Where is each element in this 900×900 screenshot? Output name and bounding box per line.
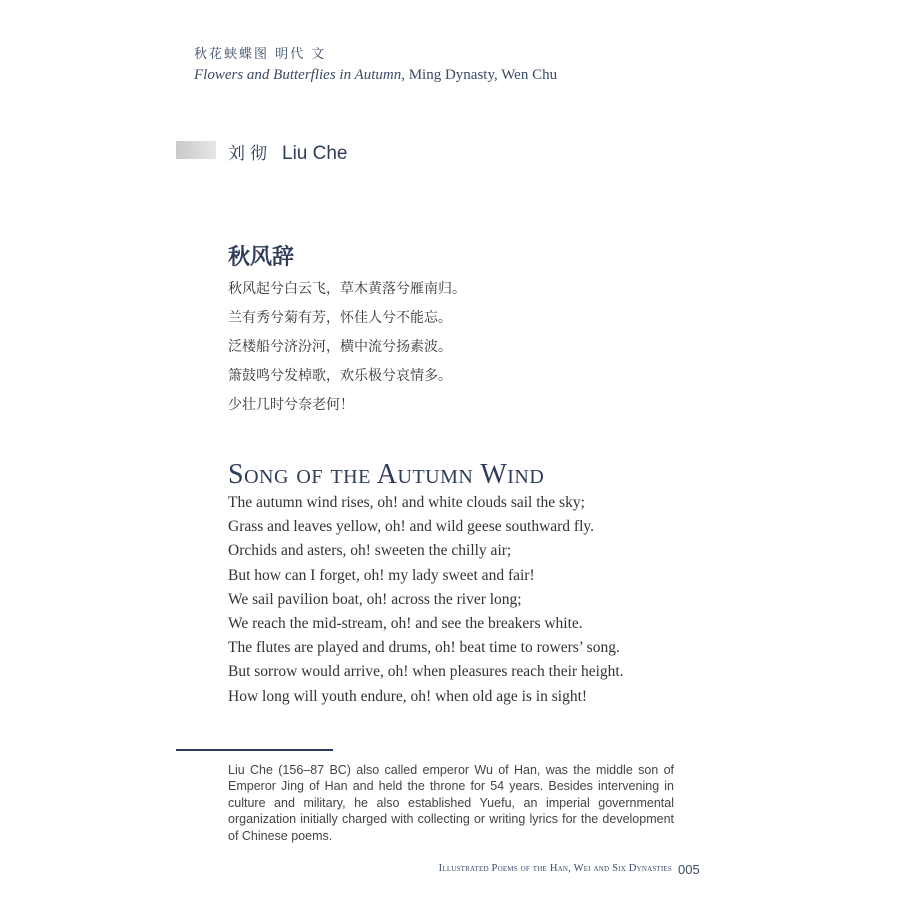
running-footer-title: Illustrated Poems of the Han, Wei and Six Dynasties (438, 863, 672, 874)
poem-body-english (228, 491, 624, 709)
author-heading (228, 139, 348, 165)
poem-body-chinese (228, 275, 466, 420)
poem-line-english: How long will youth endure, oh! when old age is in sight! (228, 687, 588, 705)
poem-line-english: Grass and leaves yellow, oh! and wild geese southward fly. (228, 518, 595, 536)
author-name-chinese: 刘彻 (228, 144, 272, 164)
poem-line-english: The flutes are played and drums, oh! beat time to rowers’ song. (228, 639, 620, 657)
poem-line-chinese: 秋风起兮白云飞，草木黄落兮雁南归。 (228, 281, 466, 297)
page-number: 005 (678, 862, 700, 877)
author-footnote: Liu Che (156–87 BC) also called emperor Wu of Han, was the middle son of Emperor Jing of Han and held the throne for 54 years. Besides intervening in culture and military, he also established Yuefu, an imperial governmental organization initially charged with collecting or writing lyrics for the development of Chinese poems. (228, 763, 674, 843)
poem-line-english: Orchids and asters, oh! sweeten the chilly air; (228, 542, 512, 560)
caption-english (194, 65, 557, 85)
author-marker-bar (176, 141, 216, 159)
footnote-divider (176, 749, 333, 751)
poem-title-english: Song of the Autumn Wind (228, 459, 545, 490)
poem-line-chinese: 泛楼船兮济汾河，横中流兮扬素波。 (228, 339, 452, 355)
poem-line-english: But how can I forget, oh! my lady sweet and fair! (228, 566, 535, 584)
caption-artwork-details: , Ming Dynasty, Wen Chu (401, 67, 558, 83)
poem-line-chinese: 少壮几时兮奈老何！ (228, 397, 354, 413)
caption-artwork-title: Flowers and Butterflies in Autumn (194, 67, 402, 83)
poem-title-chinese: 秋风辞 (228, 245, 295, 270)
poem-line-english: But sorrow would arrive, oh! when pleasures reach their height. (228, 663, 624, 681)
caption-chinese: 秋花蛱蝶图 明代 文 (194, 47, 327, 62)
author-name-english: Liu Che (282, 143, 348, 164)
poem-line-chinese: 兰有秀兮菊有芳，怀佳人兮不能忘。 (228, 310, 452, 326)
poem-line-english: The autumn wind rises, oh! and white clouds sail the sky; (228, 494, 585, 511)
poem-line-chinese: 箫鼓鸣兮发棹歌，欢乐极兮哀情多。 (228, 368, 452, 384)
image-caption (194, 46, 557, 85)
poem-line-english: We sail pavilion boat, oh! across the river long; (228, 590, 522, 608)
poem-line-english: We reach the mid-stream, oh! and see the breakers white. (228, 615, 583, 633)
